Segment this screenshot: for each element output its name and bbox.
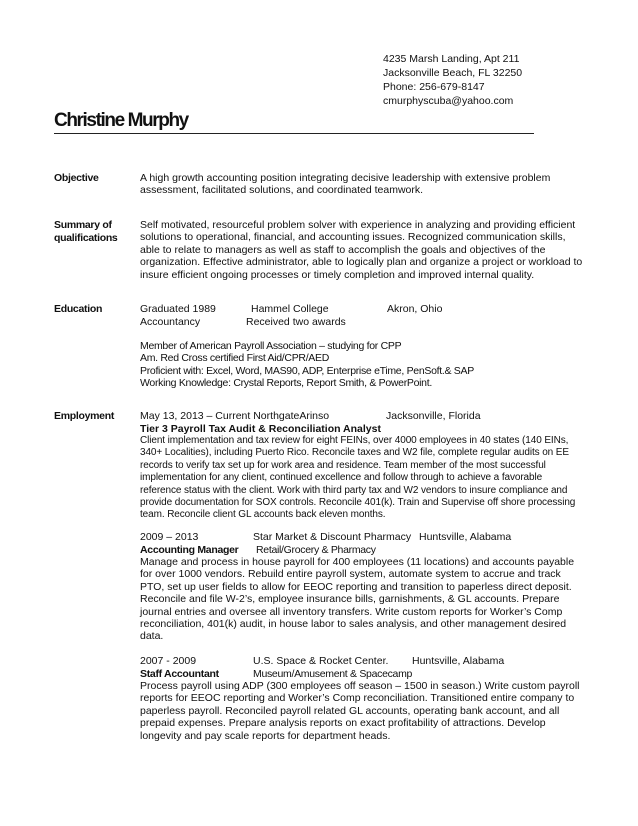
education-college: Hammel College [251,303,329,315]
job-title: Accounting Manager [140,543,239,556]
job-title: Tier 3 Payroll Tax Audit & Reconciliation Analyst [140,422,381,435]
job-description: Manage and process in house payroll for 400 employees (11 locations) and accounts payable for over 1000 vendors. Rebuild entire payroll system, automate system to accrue and track PTO, set up user fields to allow for EEOC reporting and transition to paperless direct deposit. Reconcile and file W-2’s, employee insurance bills, garnishments, & GL accounts. Prepare journal entries and oversee all inventory transfers. Write custom reports for Worker’s Comp reconciliation, 401(k) audit, in house labor to sales analysis, and other management desired data. [140,556,575,643]
address-line-1: 4235 Marsh Landing, Apt 211 [383,53,520,65]
education-detail: Am. Red Cross certified First Aid/CPR/AED [140,352,330,365]
job-company: U.S. Space & Rocket Center. [253,655,389,667]
job-entry [140,410,584,522]
education-header-row [140,303,584,316]
job-location: Jacksonville, Florida [386,410,481,422]
job-location: Huntsville, Alabama [412,655,505,667]
job-entry [140,655,584,742]
education-detail: Working Knowledge: Crystal Reports, Report Smith, & PowerPoint. [140,377,432,390]
summary-section [140,219,584,281]
job-company: Star Market & Discount Pharmacy [253,531,412,543]
phone: Phone: 256-679-8147 [383,81,485,93]
email: cmurphyscuba@yahoo.com [383,95,514,107]
education-detail: Member of American Payroll Association – studying for CPP [140,340,402,352]
job-industry: Retail/Grocery & Pharmacy [256,543,376,556]
summary-label [54,219,117,244]
header-divider [54,133,534,134]
job-header-row [140,531,584,544]
job-dates: 2009 – 2013 [140,531,199,543]
job-title: Staff Accountant [140,667,219,680]
objective-section [140,172,584,197]
job-title-row [140,668,584,681]
job-header-row [140,410,584,423]
education-graduated: Graduated 1989 [140,303,216,315]
job-description: Client implementation and tax review for eight FEINs, over 4000 employees in 40 states (140 EINs, 340+ Localities), including Puerto Rico. Reconcile taxes and W2 file, complete regular audits on EE records to verify tax set up for work area and residence. Team member of the most successful implementation for any client, continued excellence and follow through to achieve a favorable reference status with the client. Work with third party tax and W2 vendors to insure compliance and provide documentation for SOX controls. Reconcile 401(k). Train and Supervise off shore processing team. Reconcile client GL accounts back eleven months. [140,435,576,521]
job-dates: 2007 - 2009 [140,655,197,667]
objective-label: Objective [54,172,99,184]
contact-block [383,52,522,108]
education-section [140,303,584,390]
employment-label: Employment [54,410,115,422]
summary-text: Self motivated, resourceful problem solver with experience in analyzing and providing efficient solutions to operational, financial, and accounting issues. Recognized communication skills, able to relate to managers as well as staff to accomplish the goals and objectives of the organization. Effective administrator, able to logically plan and organize a project or workload to insure efficient ongoing processes or timely completion and improved internal quality. [140,219,583,281]
job-description: Process payroll using ADP (300 employees off season – 1500 in season.) Write custom payroll reports for EEOC reporting and Worker’s Comp reconciliation. Transitioned entire company to paperless payroll. Reconciled payroll related GL accounts, operating bank account, and all prepaid expenses. Prepare analysis reports on exact profitability of attractions. Develop longevity and pay scale reports for department heads. [140,680,580,742]
job-location: Huntsville, Alabama [419,531,512,543]
education-detail: Proficient with: Excel, Word, MAS90, ADP, Enterprise eTime, PenSoft.& SAP [140,364,474,377]
job-header-row [140,655,584,668]
job-industry: Museum/Amusement & Spacecamp [253,667,413,680]
education-label: Education [54,303,103,315]
candidate-name: Christine Murphy [54,110,188,131]
education-location: Akron, Ohio [387,303,443,315]
address-line-2: Jacksonville Beach, FL 32250 [383,67,523,79]
job-dates: May 13, 2013 – Current NorthgateArinso [140,410,330,422]
education-major: Accountancy [140,315,201,328]
education-awards: Received two awards [246,315,346,328]
summary-label-line-1: Summary of [54,219,112,231]
job-entry [140,531,584,643]
education-major-row [140,316,584,329]
job-title-row [140,544,584,557]
summary-label-line-2: qualifications [54,231,118,244]
objective-text: A high growth accounting position integrating decisive leadership with extensive problem assessment, facilitated solutions, and coordinated teamwork. [140,172,551,197]
